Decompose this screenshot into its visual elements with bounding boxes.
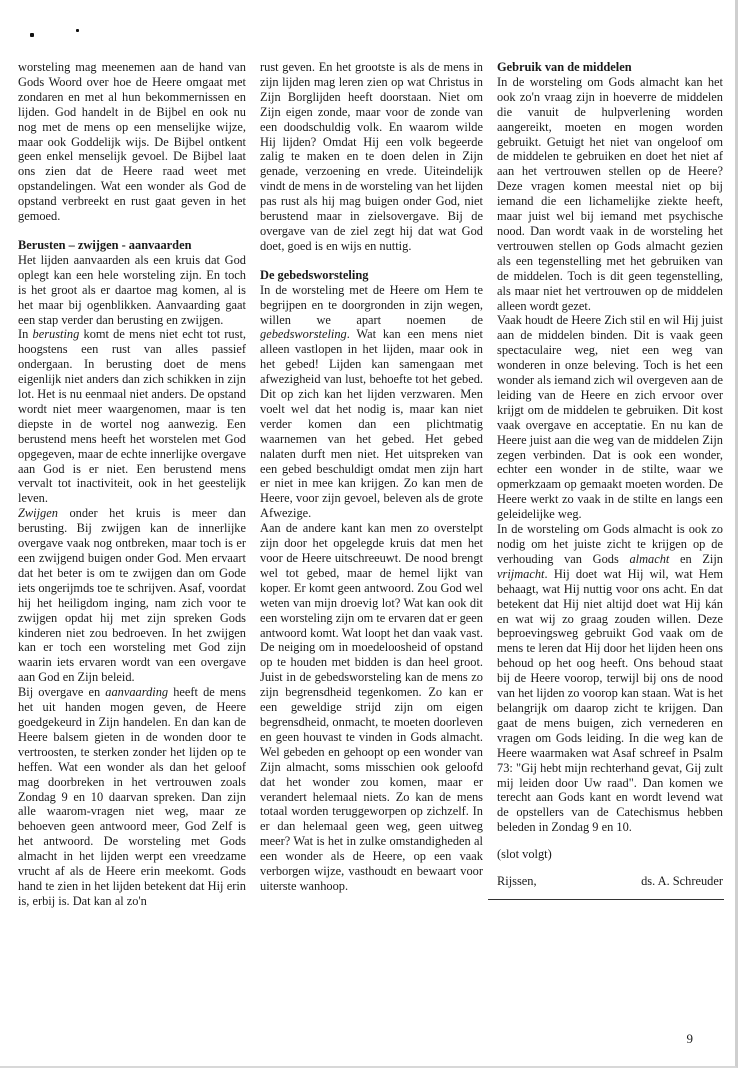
continuation-note: (slot volgt) xyxy=(497,847,552,862)
section-heading: Gebruik van de middelen xyxy=(497,60,632,74)
emphasis: aanvaarding xyxy=(105,685,169,700)
section-heading: De gebedsworsteling xyxy=(260,267,369,282)
paragraph: Aan de andere kant kan men zo overstelpt zijn door het opgelegde kruis dat men het voor de Heere uitschreeuwt. De nood brengt wel tot gebed, maar de hemel lijkt van koper. Er komt geen antwoord. Zou God wel weten van mijn droevig lot? Wat kan ook dit een worsteling zijn om te ervaren dat er geen antwoord komt. Wat loopt het dan vaak vast. De neiging om in moedeloosheid of opstand op te houden met bidden is dan heel groot. Juist in de gebedsworsteling kan de mens zo zijn begrensdheid tegenkomen. Zo kan er een geweldige strijd zijn om eigen begrensdheid, onmacht, te moeten doorleven en geen houvast te vinden in Gods almacht. Wel gebeden en gehoopt op een wonder van Zijn almacht, soms misschien ook geloofd dat het wonder zou komen, maar er verandert helemaal niets. Zo kan de mens totaal worden teruggeworpen op zichzelf. In er dan helemaal geen weg, geen uitweg meer? Wat is het in zulke omstandigheden al een wonder als de Heere, op een vaak verborgen wijze, vasthoudt en bewaart voor uiterste wanhoop. xyxy=(260,521,483,893)
column-2 xyxy=(260,60,483,894)
emphasis: vrijmacht xyxy=(497,566,545,581)
emphasis: almacht xyxy=(629,551,670,566)
emphasis: Zwijgen xyxy=(18,506,58,521)
paragraph: In de worsteling om Gods almacht kan het ook zo'n vraag zijn in hoeverre de middelen die vanuit de hulpverlening worden aangereikt, moeten en mogen worden gebruikt. Getuigt het niet van ongeloof om de middelen te gebruiken en doet het niet af aan het vertrouwen stellen op de Heere? Deze vragen komen meestal niet op bij iemand die een lichamelijke ziekte heeft, maar juist wel bij iemand met psychische nood. Dan wordt vaak in de worsteling het vertrouwen stellen op Gods almacht gezien als een tegenstelling met het gebruiken van de middelen. Toch is dit geen tegenstelling, als maar niet het vertrouwen op de middelen alleen wordt gezet. xyxy=(497,74,723,313)
emphasis: berusting xyxy=(32,327,80,342)
section-heading: Berusten – zwijgen - aanvaarden xyxy=(18,237,192,252)
signature-place: Rijssen, xyxy=(497,874,537,889)
signature-line xyxy=(497,874,723,889)
emphasis: gebedsworsteling xyxy=(260,327,347,342)
column-1 xyxy=(18,60,246,909)
page-number: 9 xyxy=(686,1031,693,1046)
scan-mark xyxy=(30,33,34,37)
signature-author: ds. A. Schreuder xyxy=(641,874,723,889)
paragraph: Zwijgen onder het kruis is meer dan berusting. Bij zwijgen kan de innerlijke overgave vaak nog ontbreken, maar toch is er een zwijgend buigen onder God. Men ervaart dat het beter is om te zwijgen dan om Gode iets ongerijmds toe te schrijven. Asaf, voordat hij het heiligdom inging, nam zich voor te zwijgen opdat hij met zijn spreken Gods kinderen niet zou bedroeven. In het zwijgen kan er toch een worsteling met God zijn waarin iets ervaren wordt van een overgave aan God en Zijn beleid. xyxy=(18,506,246,685)
paragraph: In berusting komt de mens niet echt tot rust, hoogstens een rust van alles passief ondergaan. In berusting doet de mens eigenlijk niet anders dan zich schikken in zijn lot. Het is nu eenmaal niet anders. De opstand wordt niet meer waargenomen, maar is ten diepste in de wortel nog aanwezig. Een berustend mens heeft het worstelen met God opgegeven, maar de echte innerlijke overgave aan God is er niet. Een berustend mens vervalt tot inactiviteit, ook in het geestelijk leven. xyxy=(18,327,246,506)
paragraph: worsteling mag meenemen aan de hand van Gods Woord over hoe de Heere omgaat met zondaren en met al hun bekommernissen en lijden. God handelt in de Bijbel en ook nu nog met de mens op een menselijke wijze, maar ook Goddelijk wijs. De Bijbel ontkent geen enkel menselijk gevoel. De Bijbel laat ons zien dat de Heere raad weet met opstandelingen. Wat een wonder als God de opstand verbreekt en rust gaat geven in het gemoed. xyxy=(18,60,246,224)
column-3 xyxy=(497,60,723,889)
paragraph: In de worsteling met de Heere om Hem te begrijpen en te doorgronden in zijn wegen, willen we apart noemen de gebedsworsteling. Wat kan een mens niet alleen vastlopen in het lijden, maar ook in het gebed! Lijden kan samengaan met afwezigheid van lust, behoefte tot het gebed. Dit op zich kan het lijden verzwaren. Men voelt wel dat het nodig is, maar kan niet verder komen dan een plichtmatig waarnemen van het gebed. Het gebed nalaten durft men niet. Het uitspreken van een gebed beschuldigt omdat men zijn hart er niet in mee kan krijgen. Zo kan men de Heere, voor zijn gevoel, beleven als de grote Afwezige. xyxy=(260,282,483,521)
paragraph: Het lijden aanvaarden als een kruis dat God oplegt kan een hele worsteling zijn. En toch is het groot als er daartoe mag komen, al is het maar bij ogenblikken. Aanvaarding gaat een stap verder dan berusting en zwijgen. xyxy=(18,252,246,327)
footer-rule xyxy=(488,899,724,900)
paragraph: In de worsteling om Gods almacht is ook zo nodig om het juiste zicht te krijgen op de verhouding van Gods almacht en Zijn vrijmacht. Hij doet wat Hij wil, wat Hem behaagt, wat Hij nuttig voor ons acht. En dat betekent dat Hij niet altijd doet wat Hij kán en wat wij zo graag zouden willen. Deze beproevingsweg gebruikt God vaak om de mens te leren dat Hij door het lijden heen ons behoud op het oog heeft. Ons behoud staat bij de Heere voorop, terwijl bij ons de nood van het lijden zo voorop kan staan. Wat is het belangrijk om daarop zicht te krijgen. Dan gaat de mens buigen, zich vernederen en vragen om Gods leiding. In die weg kan de Heere waarmaken wat Asaf schreef in Psalm 73: "Gij hebt mijn rechterhand gevat, Gij zult mij leiden door Uw raad". Dan komen we terecht aan Gods kant en wordt levend wat de opstellers van de Catechismus hebben beleden in Zondag 9 en 10. xyxy=(497,522,723,835)
paragraph: Vaak houdt de Heere Zich stil en wil Hij juist aan de middelen binden. Dit is vaak geen spectaculaire weg, niet een weg van wonderen in onze beleving. Toch is het een wonder als iemand zich wil overgeven aan de leiding van de Heere en zich ervoor over krijgt om de middelen te gebruiken. Dit kost vaak overgave en acceptatie. En nu kan de Heere juist aan die weg van de middelen Zijn zegen verbinden. Dat is ook een wonder, echter een wonder in de stilte, waar we opmerkzaam op gemaakt moeten worden. De Heere werkt zo vaak in de stilte en langs een geleidelijke weg. xyxy=(497,313,723,522)
paragraph: rust geven. En het grootste is als de mens in zijn lijden mag leren zien op wat Christus in Zijn Borglijden heeft doorstaan. Niet om Zijn eigen zonde, maar voor de zonde van een doodschuldig volk. En waarom wilde Hij lijden? Omdat Hij een volk begeerde zalig te maken en te doen delen in Zijn genade, verzoening en vrede. Uiteindelijk vindt de mens in de worsteling van het lijden pas rust als hij mag buigen onder God, niet berustend maar in zielsovergave. Bij de overgave van de ziel zegt hij dat wat God doet, goed is en wijs en nuttig. xyxy=(260,60,483,253)
paragraph: Bij overgave en aanvaarding heeft de mens het uit handen mogen geven, de Heere goedgekeurd in Zijn handelen. En dan kan de Heere balsem gieten in de wonden door te vertroosten, te sterken zonder het lijden op te heffen. Wat een wonder als dan het geloof mag doorbreken in het vertrouwen zoals Zondag 9 en 10 daarvan spreken. Dan zijn alle waarom-vragen niet weg, maar ze behoeven geen antwoord meer, God Zelf is het antwoord. De worsteling met Gods almacht in het lijden werpt een vreedzame vrucht af als de Heere erin meekomt. Gods hand te zien in het lijden betekent dat Hij erin is, erbij is. Dat kan al zo'n xyxy=(18,685,246,908)
scan-mark xyxy=(76,29,79,32)
